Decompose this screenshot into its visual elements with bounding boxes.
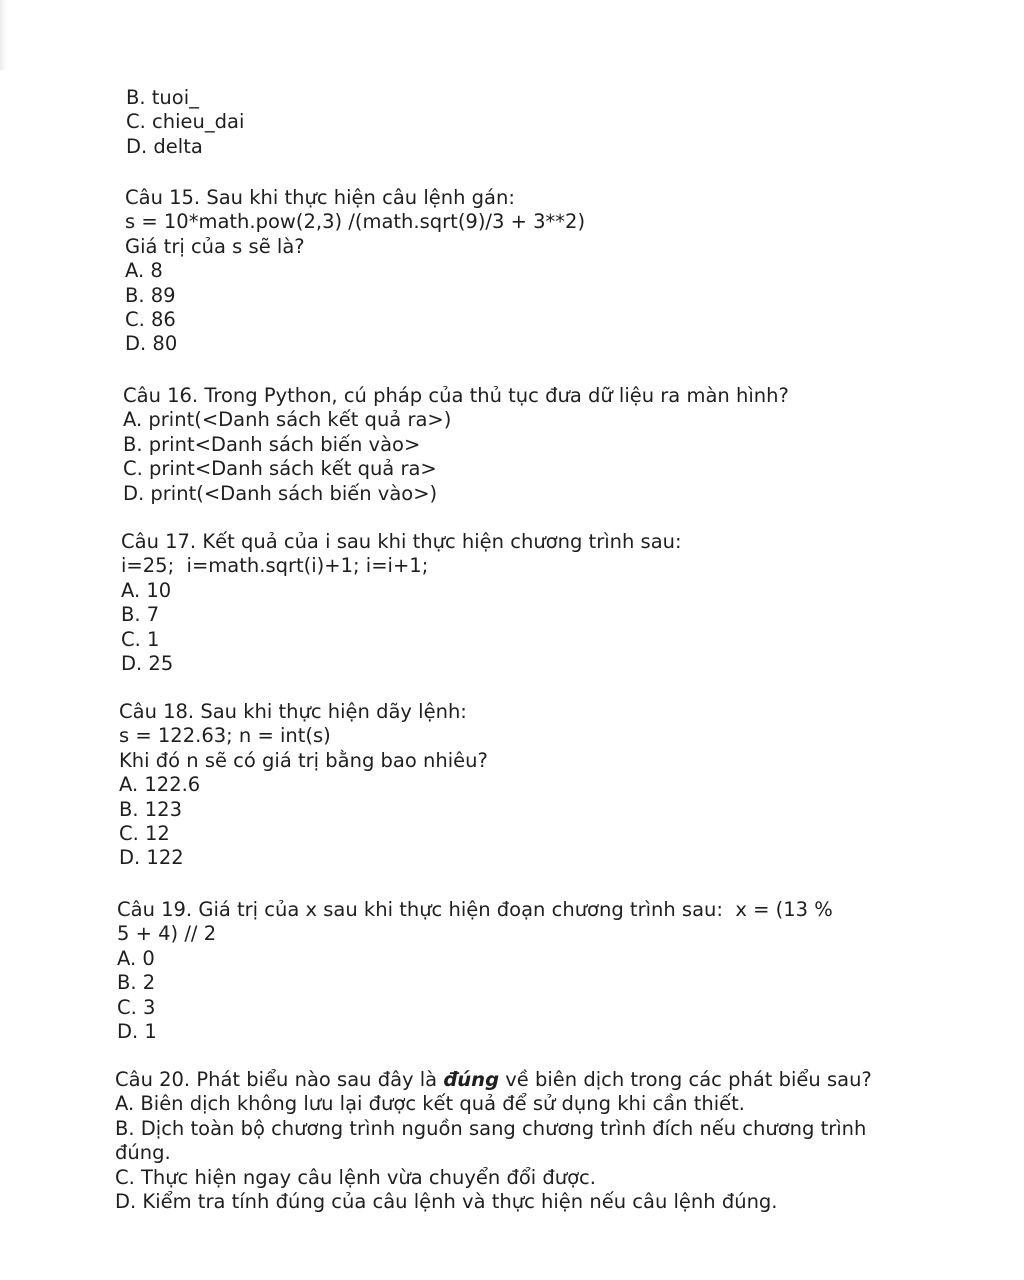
- option-c: C. print<Danh sách kết quả ra>: [123, 457, 437, 481]
- question-text-line-2: 5 + 4) // 2: [117, 922, 217, 946]
- question-18: [119, 700, 899, 871]
- code-line: s = 122.63; n = int(s): [119, 724, 331, 748]
- question-text: Câu 16. Trong Python, cú pháp của thủ tục đưa dữ liệu ra màn hình?: [123, 384, 789, 407]
- question-text-line-1: Câu 19. Giá trị của x sau khi thực hiện đoạn chương trình sau: x = (13 %: [117, 898, 833, 921]
- question-text: Câu 15. Sau khi thực hiện câu lệnh gán:: [125, 186, 515, 209]
- option-d: D. Kiểm tra tính đúng của câu lệnh và thực hiện nếu câu lệnh đúng.: [115, 1190, 778, 1214]
- question-19: [117, 898, 897, 1044]
- question-16: [123, 384, 903, 506]
- option-c: C. 1: [121, 627, 160, 651]
- option-c: C. 12: [119, 822, 170, 846]
- question-prompt: Khi đó n sẽ có giá trị bằng bao nhiêu?: [119, 748, 488, 772]
- question-text: Câu 17. Kết quả của i sau khi thực hiện chương trình sau:: [121, 530, 682, 553]
- option-a: A. 8: [125, 259, 163, 283]
- option-d: D. delta: [126, 134, 203, 158]
- question-text: [115, 1068, 885, 1092]
- option-b: B. 89: [125, 283, 176, 307]
- question-15: [125, 186, 905, 357]
- question-20: [115, 1068, 885, 1214]
- question-text: Câu 18. Sau khi thực hiện dãy lệnh:: [119, 700, 467, 723]
- option-d: D. 25: [121, 652, 174, 676]
- code-line: s = 10*math.pow(2,3) /(math.sqrt(9)/3 + 3**2): [125, 210, 586, 234]
- code-line: i=25; i=math.sqrt(i)+1; i=i+1;: [121, 554, 429, 578]
- question-14-fragment: [126, 86, 906, 159]
- scan-shadow: [0, 0, 7, 70]
- question-text-before: Câu 20. Phát biểu nào sau đây là: [115, 1068, 444, 1091]
- option-c: C. 86: [125, 308, 176, 332]
- option-a: A. 10: [121, 578, 172, 602]
- option-d: D. 122: [119, 846, 184, 870]
- option-b: B. 123: [119, 797, 182, 821]
- question-emphasis: đúng: [443, 1068, 500, 1091]
- option-c: C. 3: [117, 995, 156, 1019]
- option-a: A. Biên dịch không lưu lại được kết quả để sử dụng khi cần thiết.: [115, 1092, 745, 1116]
- option-b: B. 2: [117, 971, 156, 995]
- option-b: B. 7: [121, 603, 160, 627]
- option-a: A. 0: [117, 946, 155, 970]
- option-a: A. print(<Danh sách kết quả ra>): [123, 408, 452, 432]
- option-c: C. chieu_dai: [126, 110, 245, 134]
- question-text-after: về biên dịch trong các phát biểu sau?: [499, 1068, 872, 1091]
- option-b: B. print<Danh sách biến vào>: [123, 432, 421, 456]
- option-c: C. Thực hiện ngay câu lệnh vừa chuyển đổi được.: [115, 1165, 596, 1189]
- question-prompt: Giá trị của s sẽ là?: [125, 234, 305, 258]
- option-a: A. 122.6: [119, 773, 201, 797]
- option-d: D. print(<Danh sách biến vào>): [123, 481, 438, 505]
- option-b: B. Dịch toàn bộ chương trình nguồn sang chương trình đích nếu chương trình đúng.: [115, 1116, 867, 1165]
- option-d: D. 80: [125, 332, 178, 356]
- option-d: D. 1: [117, 1020, 157, 1044]
- question-17: [121, 530, 901, 676]
- option-b: B. tuoi_: [126, 86, 199, 109]
